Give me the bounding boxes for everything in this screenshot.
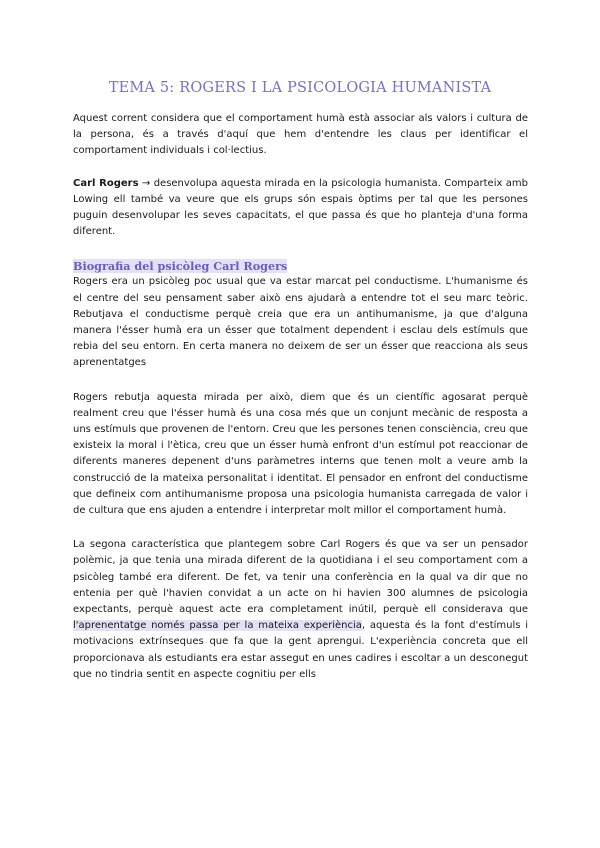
highlighted-text: l'aprenentatge només passa per la mateixa experiència [73, 620, 362, 632]
right-arrow-icon: → [141, 177, 151, 189]
para3-before: La segona característica que plantegem sobre Carl Rogers és que va ser un pensador polèmic, ja que tenia una mirada diferent de la quotidiana i el seu comportament com a psicòleg també era diferent. De fet, va tenir una conferència en la qual va dir que no entenia per què l'havien convidat a un acte on hi havien 300 alumnes de psicologia expectants, perquè aquest acte era completament inútil, perquè ell considerava que [73, 539, 528, 616]
page-title: TEMA 5: ROGERS I LA PSICOLOGIA HUMANISTA [108, 79, 492, 96]
document-body [73, 111, 528, 683]
subheading-text: Biografia del psicòleg Carl Rogers [73, 259, 288, 274]
biography-paragraph-1: Rogers era un psicòleg poc usual que va estar marcat pel conductisme. L'humanisme és el centre del seu pensament saber això ens ajudarà a entendre tot el seu marc teòric. Rebutjava el conductisme perquè creia que era un antihumanisme, ja que d'alguna manera l'ésser humà era un ésser que totalment dependent i esclau dels estímuls que rebia del seu entorn. En certa manera no deixem de ser un ésser que reacciona als seus aprenentatges [73, 276, 528, 369]
carl-rogers-text: desenvolupa aquesta mirada en la psicologia humanista. Comparteix amb Lowing ell també va veure que els grups són espais òptims per tal que les persones puguin desenvolupar les seves capacitats, el que passa és que ho planteja d'una forma diferent. [73, 177, 528, 238]
para3-after: , aquesta és la font d'estímuls i motivacions extrínseques que fa que la gent aprengui. L'experiència concreta que ell proporcionava als estudiants era estar assegut en unes cadires i escoltar a un desconegut que no tindria sentit en aspecte cognitiu per ells [73, 620, 528, 680]
biography-paragraph-3 [73, 537, 528, 683]
intro-paragraph: Aquest corrent considera que el comportament humà està associar als valors i cultura de la persona, és a través d'aquí que hem d'entendre les claus per identificar el comportament individuals i col·lectius. [73, 113, 528, 157]
carl-rogers-label: Carl Rogers [73, 177, 139, 189]
section-subheading [73, 258, 528, 274]
carl-rogers-paragraph [73, 176, 528, 241]
biography-paragraph-2: Rogers rebutja aquesta mirada per això, diem que és un científic agosarat perquè realment creu que l'ésser humà és una cosa més que un conjunt mecànic de resposta a uns estímuls que provenen de l'entorn. Creu que les persones tenen consciència, creu que existeix la moral i l'ètica, creu que un ésser humà enfront d'un estímul pot reaccionar de diferents maneres depenent d'uns paràmetres interns que tenen molt a veure amb la construcció de la mateixa personalitat i identitat. El pensador en enfront del conductisme que defineix com antihumanisme proposa una psicologia humanista carregada de valor i de cultura que ens ajuden a entendre i interpretar molt millor el comportament humà. [73, 391, 528, 517]
